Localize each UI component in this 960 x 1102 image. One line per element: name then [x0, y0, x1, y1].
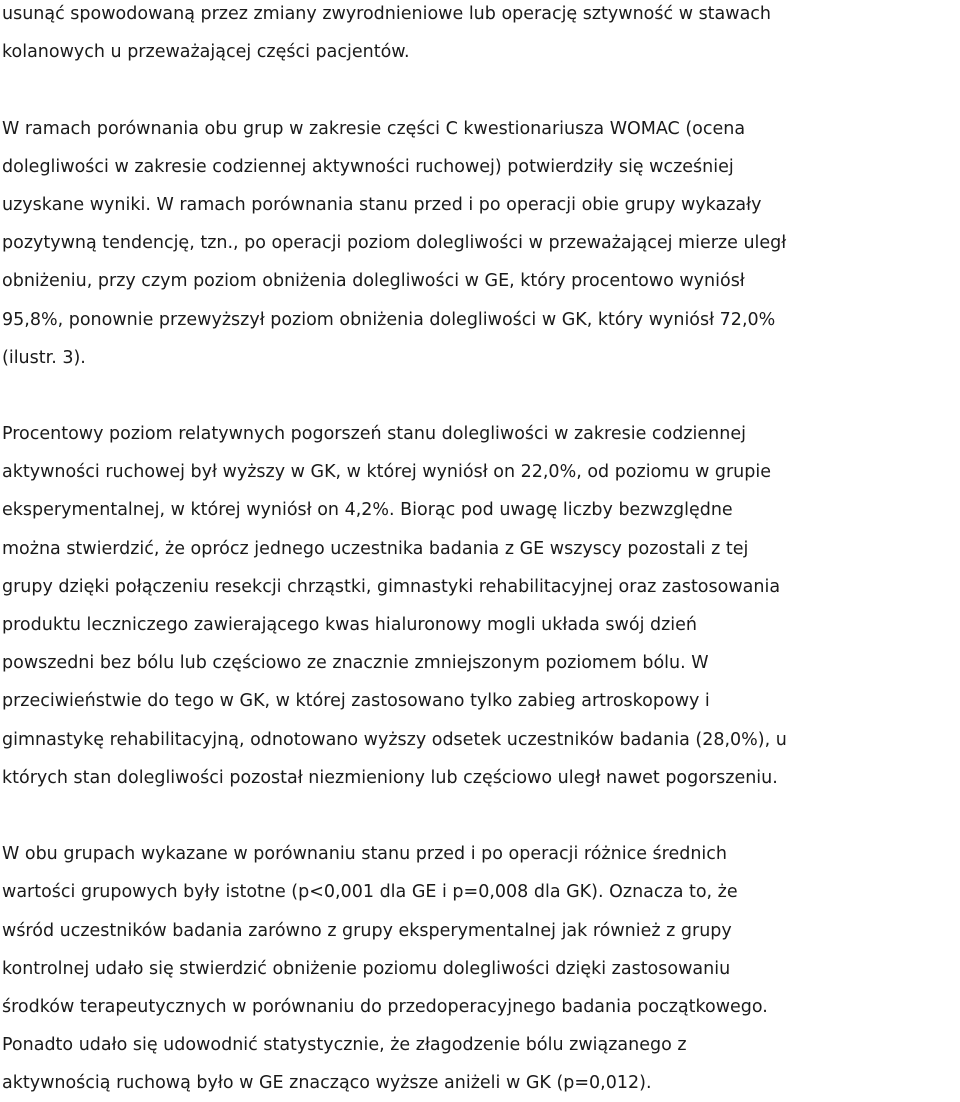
paragraph-2 — [2, 110, 958, 377]
text-line: gimnastykę rehabilitacyjną, odnotowano wyższy odsetek uczestników badania (28,0%), u — [2, 729, 787, 750]
text-line: 95,8%, ponownie przewyższył poziom obniżenia dolegliwości w GK, który wyniósł 72,0% — [2, 309, 776, 330]
paragraph-4 — [2, 835, 958, 1102]
text-line: uzyskane wyniki. W ramach porównania stanu przed i po operacji obie grupy wykazały — [2, 194, 762, 215]
text-line: przeciwieństwie do tego w GK, w której zastosowano tylko zabieg artroskopowy i — [2, 691, 710, 712]
text-line: wśród uczestników badania zarówno z grupy eksperymentalnej jak również z grupy — [2, 920, 732, 941]
text-line: środków terapeutycznych w porównaniu do przedoperacyjnego badania początkowego. — [2, 996, 768, 1017]
paragraph-gap — [2, 797, 958, 835]
text-line: obniżeniu, przy czym poziom obniżenia dolegliwości w GE, który procentowo wyniósł — [2, 271, 745, 292]
text-line: (ilustr. 3). — [2, 347, 86, 368]
text-line: Ponadto udało się udowodnić statystycznie, że złagodzenie bólu związanego z — [2, 1035, 687, 1056]
paragraph-3 — [2, 415, 958, 797]
paragraph-gap — [2, 71, 958, 109]
text-line: usunąć spowodowaną przez zmiany zwyrodnieniowe lub operację sztywność w stawach — [2, 4, 772, 24]
text-line: wartości grupowych były istotne (p<0,001 dla GE i p=0,008 dla GK). Oznacza to, że — [2, 882, 738, 903]
text-line: grupy dzięki połączeniu resekcji chrząstki, gimnastyki rehabilitacyjnej oraz zastosowania — [2, 576, 781, 597]
text-line: eksperymentalnej, w której wyniósł on 4,2%. Biorąc pod uwagę liczby bezwzględne — [2, 500, 733, 521]
text-line: dolegliwości w zakresie codziennej aktywności ruchowej) potwierdziły się wcześniej — [2, 156, 734, 177]
text-line: W obu grupach wykazane w porównaniu stanu przed i po operacji różnice średnich — [2, 844, 727, 865]
text-line: powszedni bez bólu lub częściowo ze znacznie zmniejszonym poziomem bólu. W — [2, 653, 709, 674]
text-line: można stwierdzić, że oprócz jednego uczestnika badania z GE wszyscy pozostali z tej — [2, 538, 749, 559]
text-line: kolanowych u przeważającej części pacjentów. — [2, 42, 410, 63]
text-line: kontrolnej udało się stwierdzić obniżenie poziomu dolegliwości dzięki zastosowaniu — [2, 958, 731, 979]
text-line: W ramach porównania obu grup w zakresie części C kwestionariusza WOMAC (ocena — [2, 118, 746, 139]
text-line: aktywnością ruchową było w GE znacząco wyższe aniżeli w GK (p=0,012). — [2, 1073, 652, 1094]
paragraph-gap — [2, 377, 958, 415]
text-line: produktu leczniczego zawierającego kwas hialuronowy mogli układa swój dzień — [2, 615, 698, 635]
text-line: pozytywną tendencję, tzn., po operacji poziom dolegliwości w przeważającej mierze uległ — [2, 233, 787, 254]
text-line: aktywności ruchowej był wyższy w GK, w której wyniósł on 22,0%, od poziomu w grupie — [2, 462, 771, 483]
text-line: których stan dolegliwości pozostał niezmieniony lub częściowo uległ nawet pogorszeniu. — [2, 767, 778, 788]
paragraph-1 — [2, 0, 958, 71]
text-line: Procentowy poziom relatywnych pogorszeń stanu dolegliwości w zakresie codziennej — [2, 424, 746, 445]
